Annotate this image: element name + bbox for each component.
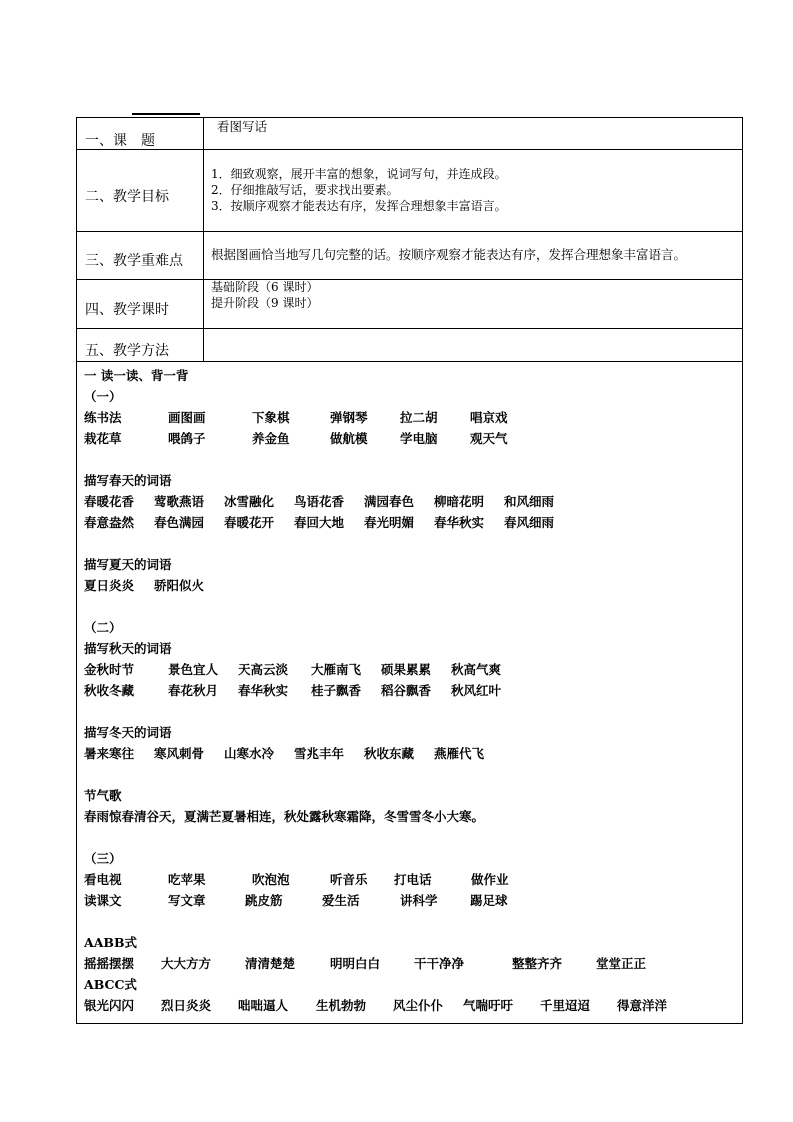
word: 摇摇摆摆 bbox=[84, 956, 135, 971]
hours-item: 提升阶段（9 课时） bbox=[211, 296, 319, 310]
word-row bbox=[84, 953, 734, 974]
category-title: 描写春天的词语 bbox=[84, 473, 172, 488]
hours-label: 四、教学课时 bbox=[85, 302, 169, 318]
word: 秋收东藏 bbox=[364, 746, 415, 761]
key-points-value: 根据图画恰当地写几句完整的话。按顺序观察才能表达有序，发挥合理想象丰富语言。 bbox=[211, 247, 687, 262]
word: 银光闪闪 bbox=[84, 998, 135, 1013]
word: 生机勃勃 bbox=[316, 998, 367, 1013]
word: 画图画 bbox=[168, 410, 206, 425]
word: 硕果累累 bbox=[381, 662, 432, 677]
word: 满园春色 bbox=[364, 494, 415, 509]
word: 春色满园 bbox=[154, 515, 205, 530]
word: 养金鱼 bbox=[252, 431, 290, 446]
word: 栽花草 bbox=[84, 431, 122, 446]
word-row bbox=[84, 575, 734, 596]
word: 做航模 bbox=[330, 431, 368, 446]
word: 春花秋月 bbox=[168, 683, 219, 698]
word: 和风细雨 bbox=[504, 494, 555, 509]
word: 爱生活 bbox=[322, 893, 360, 908]
word: 燕雁代飞 bbox=[434, 746, 485, 761]
word-row bbox=[84, 869, 734, 890]
word: 学电脑 bbox=[400, 431, 438, 446]
word: 春华秋实 bbox=[434, 515, 485, 530]
hours-list bbox=[211, 279, 318, 311]
word: 大雁南飞 bbox=[311, 662, 362, 677]
word: 弹钢琴 bbox=[330, 410, 368, 425]
word-row bbox=[84, 743, 734, 764]
word: 吹泡泡 bbox=[252, 872, 290, 887]
hours-item: 基础阶段（6 课时） bbox=[211, 280, 319, 294]
reading-content bbox=[84, 365, 734, 1016]
row-divider bbox=[77, 361, 742, 362]
subsection-title: （三） bbox=[84, 851, 122, 866]
subsection-title: （二） bbox=[84, 620, 122, 635]
word-row bbox=[84, 407, 734, 428]
goals-list bbox=[211, 166, 507, 214]
word: 看电视 bbox=[84, 872, 122, 887]
word: 干干净净 bbox=[414, 956, 465, 971]
word: 春回大地 bbox=[294, 515, 345, 530]
category-title: ABCC式 bbox=[84, 977, 137, 992]
word: 读课文 bbox=[84, 893, 122, 908]
word: 雪兆丰年 bbox=[294, 746, 345, 761]
word: 暑来寒往 bbox=[84, 746, 135, 761]
word: 下象棋 bbox=[252, 410, 290, 425]
category-title: 描写冬天的词语 bbox=[84, 725, 172, 740]
word: 气喘吁吁 bbox=[463, 998, 514, 1013]
row-divider bbox=[77, 328, 742, 329]
row-divider bbox=[77, 279, 742, 280]
word-row bbox=[84, 491, 734, 512]
word: 咄咄逼人 bbox=[238, 998, 289, 1013]
word: 唱京戏 bbox=[470, 410, 508, 425]
goal-item: 2．仔细推敲写话，要求找出要素。 bbox=[211, 183, 399, 197]
word: 春风细雨 bbox=[504, 515, 555, 530]
goals-label: 二、教学目标 bbox=[85, 189, 169, 205]
word: 春暖花香 bbox=[84, 494, 135, 509]
word: 踢足球 bbox=[470, 893, 508, 908]
word: 金秋时节 bbox=[84, 662, 135, 677]
word: 做作业 bbox=[471, 872, 509, 887]
word-row bbox=[84, 659, 734, 680]
word: 得意洋洋 bbox=[617, 998, 668, 1013]
word: 骄阳似火 bbox=[154, 578, 205, 593]
word: 练书法 bbox=[84, 410, 122, 425]
word: 跳皮筋 bbox=[245, 893, 283, 908]
word: 冰雪融化 bbox=[224, 494, 275, 509]
word: 天高云淡 bbox=[238, 662, 289, 677]
word: 堂堂正正 bbox=[596, 956, 647, 971]
method-label: 五、教学方法 bbox=[85, 343, 169, 359]
goal-item: 3．按顺序观察才能表达有序，发挥合理想象丰富语言。 bbox=[211, 199, 507, 213]
word: 寒风刺骨 bbox=[154, 746, 205, 761]
topic-label: 一、课 题 bbox=[85, 133, 155, 149]
category-title: AABB式 bbox=[84, 935, 138, 950]
category-title: 描写秋天的词语 bbox=[84, 641, 172, 656]
word: 讲科学 bbox=[400, 893, 438, 908]
section-heading: 一 读一读、背一背 bbox=[84, 368, 189, 383]
solar-terms-song: 春雨惊春清谷天，夏满芒夏暑相连，秋处露秋寒霜降，冬雪雪冬小大寒。 bbox=[84, 809, 485, 824]
word: 写文章 bbox=[168, 893, 206, 908]
row-divider bbox=[77, 149, 742, 150]
key-points-label: 三、教学重难点 bbox=[85, 253, 183, 269]
goal-item: 1．细致观察，展开丰富的想象，说词写句，并连成段。 bbox=[211, 167, 507, 181]
subsection-title: （一） bbox=[84, 389, 122, 404]
word: 秋高气爽 bbox=[451, 662, 502, 677]
lesson-plan-table bbox=[76, 117, 743, 1024]
category-title: 描写夏天的词语 bbox=[84, 557, 172, 572]
word-row bbox=[84, 428, 734, 449]
word: 山寒水冷 bbox=[224, 746, 275, 761]
word: 大大方方 bbox=[161, 956, 212, 971]
word: 春光明媚 bbox=[364, 515, 415, 530]
word: 打电话 bbox=[394, 872, 432, 887]
word: 柳暗花明 bbox=[434, 494, 485, 509]
word: 风尘仆仆 bbox=[393, 998, 444, 1013]
word: 秋收冬藏 bbox=[84, 683, 135, 698]
category-title: 节气歌 bbox=[84, 788, 122, 803]
word: 喂鸽子 bbox=[168, 431, 206, 446]
word: 千里迢迢 bbox=[540, 998, 591, 1013]
top-underline bbox=[132, 113, 200, 115]
word: 吃苹果 bbox=[168, 872, 206, 887]
word: 观天气 bbox=[470, 431, 508, 446]
word-row bbox=[84, 512, 734, 533]
word: 鸟语花香 bbox=[294, 494, 345, 509]
topic-value: 看图写话 bbox=[217, 119, 268, 134]
word: 听音乐 bbox=[330, 872, 368, 887]
word: 烈日炎炎 bbox=[161, 998, 212, 1013]
word: 春意盎然 bbox=[84, 515, 135, 530]
word: 清清楚楚 bbox=[245, 956, 296, 971]
word: 夏日炎炎 bbox=[84, 578, 135, 593]
word: 景色宜人 bbox=[168, 662, 219, 677]
word-row bbox=[84, 995, 734, 1016]
word: 春暖花开 bbox=[224, 515, 275, 530]
word-row bbox=[84, 890, 734, 911]
word: 莺歌燕语 bbox=[154, 494, 205, 509]
word: 明明白白 bbox=[330, 956, 381, 971]
word: 稻谷飘香 bbox=[381, 683, 432, 698]
word: 春华秋实 bbox=[238, 683, 289, 698]
word: 整整齐齐 bbox=[512, 956, 563, 971]
word: 秋风红叶 bbox=[451, 683, 502, 698]
word-row bbox=[84, 680, 734, 701]
row-divider bbox=[77, 231, 742, 232]
column-divider bbox=[203, 118, 204, 361]
word: 桂子飘香 bbox=[311, 683, 362, 698]
word: 拉二胡 bbox=[400, 410, 438, 425]
